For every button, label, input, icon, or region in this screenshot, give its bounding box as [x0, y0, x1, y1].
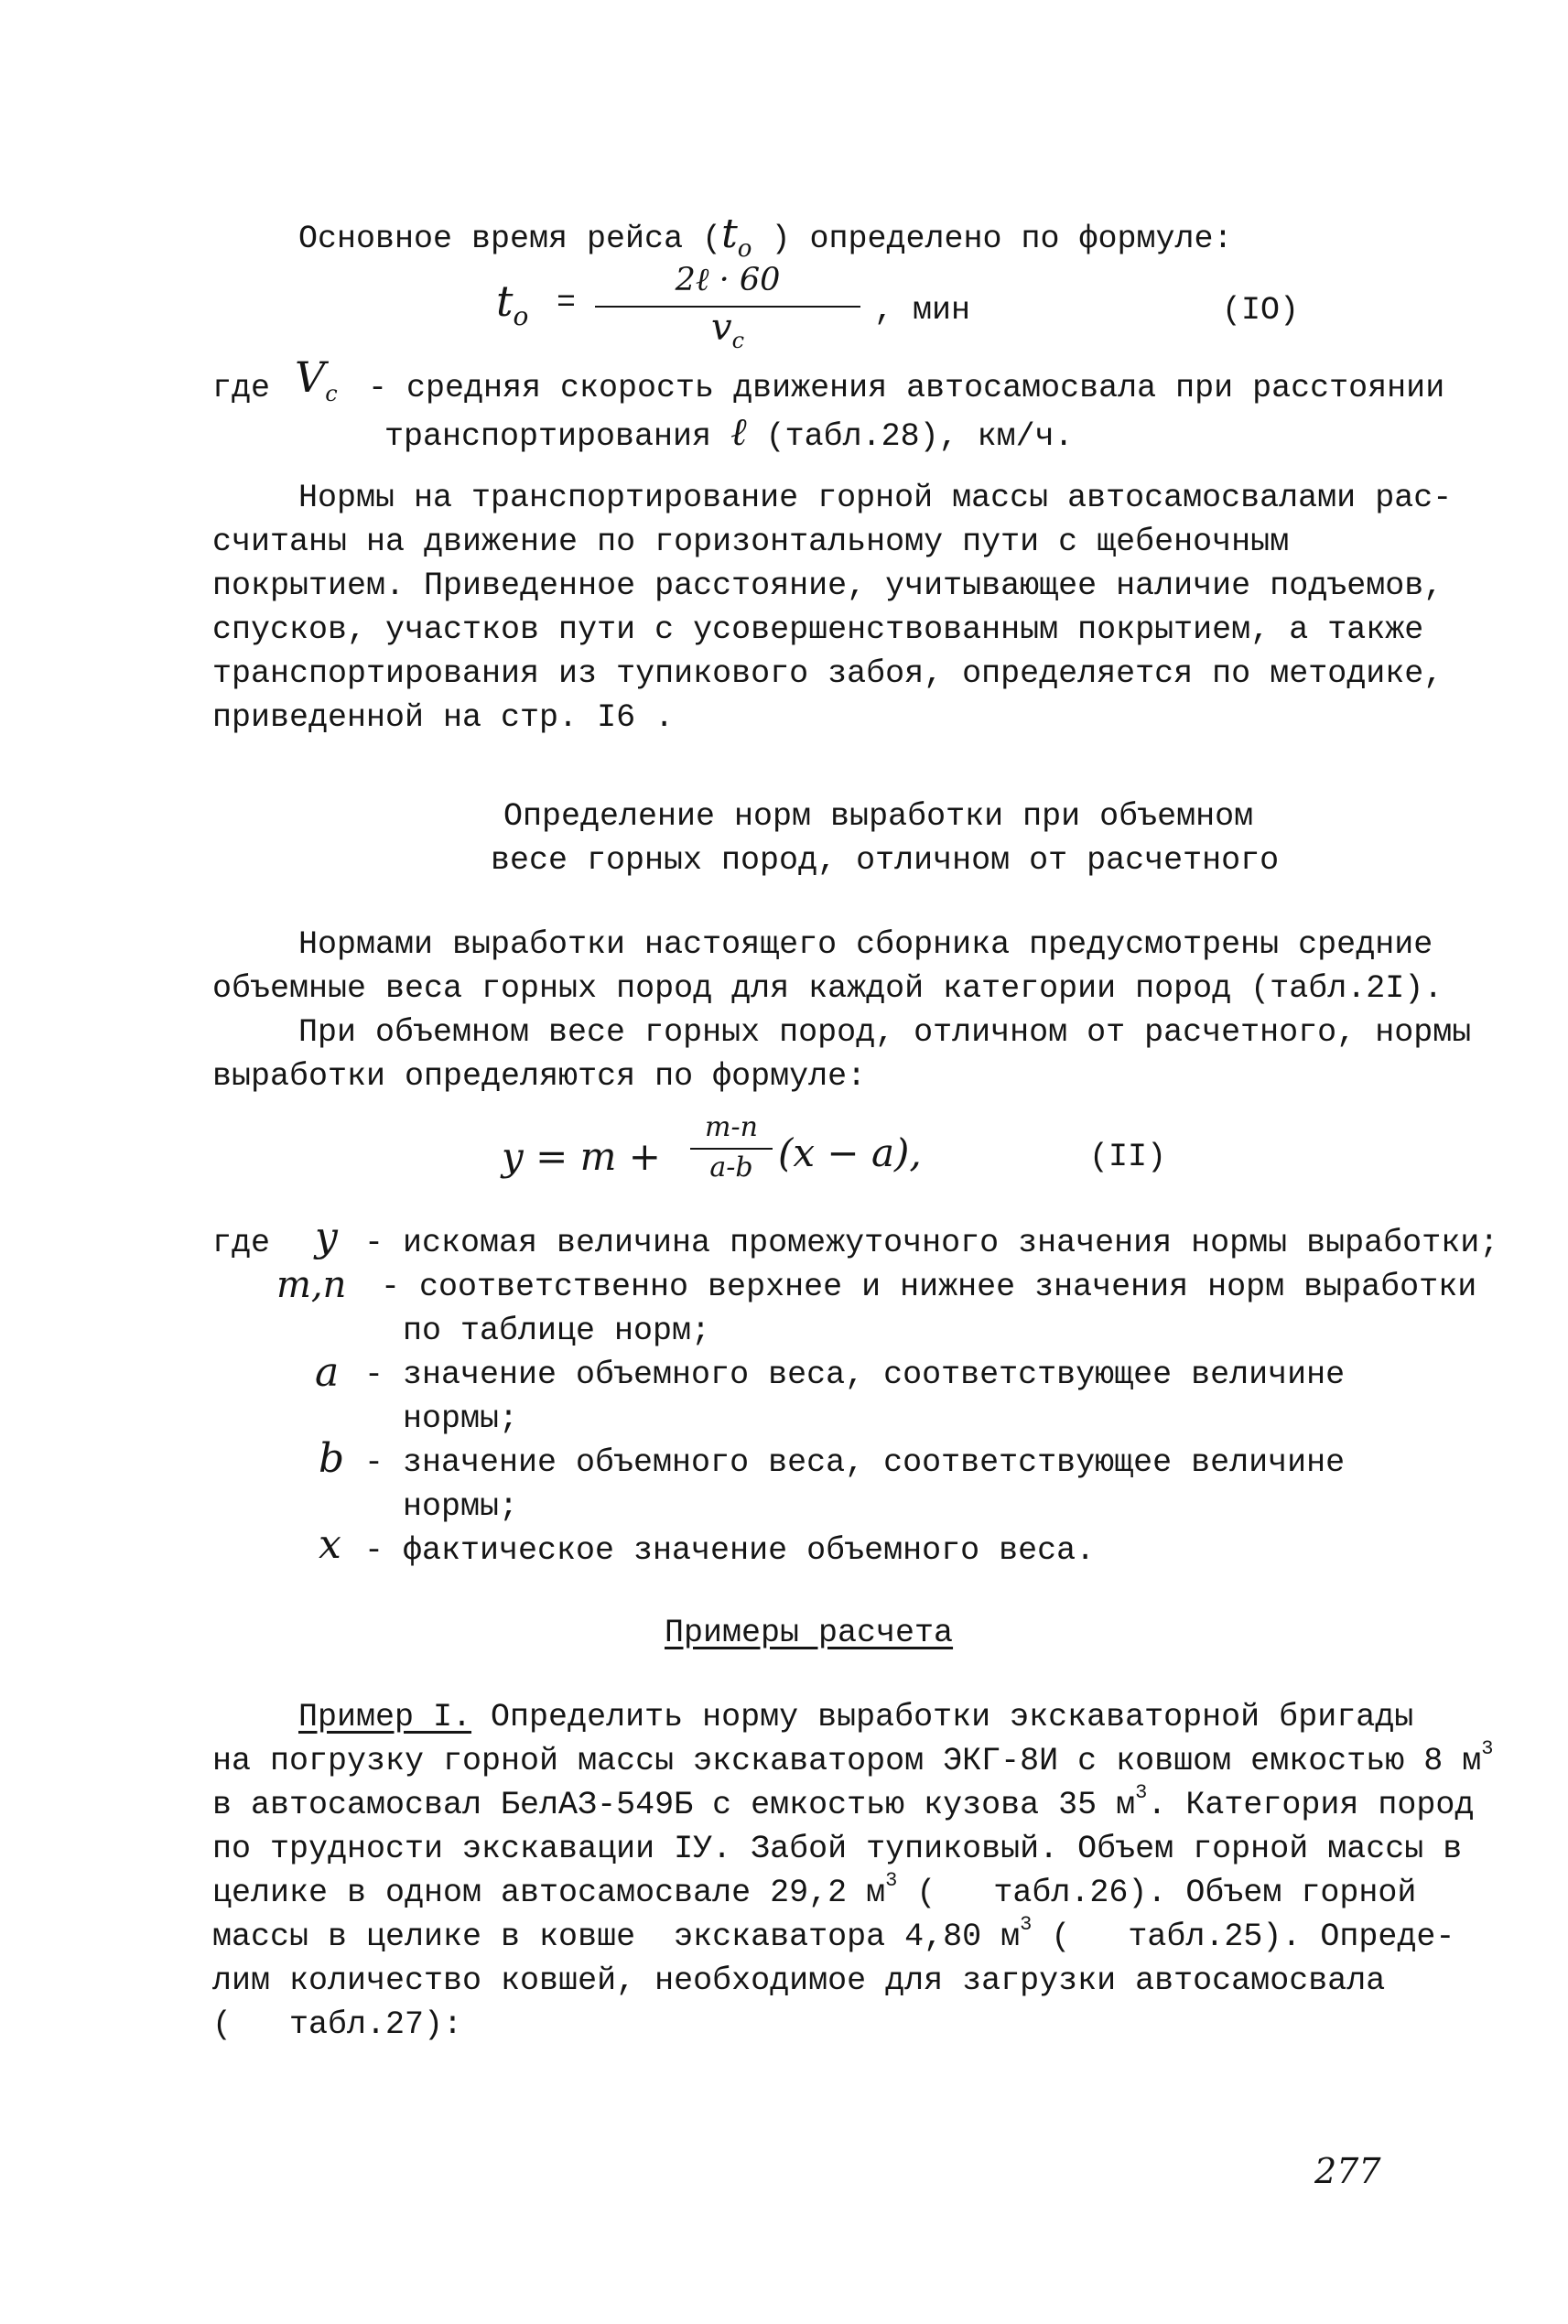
para2-line: Нормами выработки настоящего сборника предусмотрены средние [298, 926, 1433, 963]
where2-text-cont: нормы; [403, 1488, 519, 1525]
where2-text: - фактическое значение объемного веса. [364, 1532, 1096, 1569]
formula11-tail: (x − a), [778, 1130, 922, 1175]
where2-text: - значение объемного веса, соответствующее величине [364, 1357, 1346, 1393]
formula11-lhs: y = m + [502, 1134, 661, 1179]
para3-line: выработки определяются по формуле: [212, 1058, 867, 1095]
para3-line: При объемном весе горных пород, отличном от расчетного, нормы [298, 1014, 1472, 1051]
intro-text-before: Основное время рейса ( [298, 221, 722, 257]
formula11-numerator: m-n [705, 1111, 758, 1143]
where1-line2: транспортирования ℓ (табл.28), км/ч. [384, 409, 1074, 455]
formula10-equals: = [557, 285, 577, 321]
para1-line: покрытием. Приведенное расстояние, учитывающее наличие подъемов, [212, 567, 1444, 604]
para1-line: спусков, участков пути с усовершенствованным покрытием, а также [212, 611, 1424, 648]
where1-line1: - средняя скорость движения автосамосвала при расстоянии [368, 370, 1445, 406]
formula10-number: (IO) [1222, 292, 1300, 329]
intro-symbol: $t_o$ [721, 211, 752, 263]
formula10-unit: , мин [874, 292, 971, 329]
example-line2: на погрузку горной массы экскаватором ЭКГ-8И с ковшом емкостью 8 $м^3$ [212, 1737, 1494, 1779]
where1-symbol: $V_c$ [295, 352, 338, 407]
example-line3: в автосамосвал БелАЗ-549Б с емкостью кузова 35 $м^3$. Категория пород [212, 1781, 1475, 1823]
where1-label: где [212, 370, 271, 406]
example-line1: Пример I. Определить норму выработки экскаваторной бригады [298, 1699, 1414, 1735]
example-line8: ( табл.27): [212, 2006, 463, 2043]
page-number: 277 [1314, 2151, 1381, 2191]
where2-symbol: m,n [276, 1264, 347, 1306]
para1-line: считаны на движение по горизонтальному пути с щебеночным [212, 524, 1290, 560]
where2-text: - значение объемного веса, соответствующее величине [364, 1444, 1346, 1481]
section-heading-line: весе горных пород, отличном от расчетного [491, 842, 1280, 879]
para1-line: Нормы на транспортирование горной массы автосамосвалами рас- [298, 480, 1453, 516]
formula10-lhs: $t_o$ [496, 276, 529, 332]
para1-line: приведенной на стр. I6 . [212, 699, 675, 736]
examples-heading: Примеры расчета [665, 1615, 954, 1651]
where2-text-cont: нормы; [403, 1400, 519, 1437]
formula10-denominator: $v_c$ [710, 307, 745, 353]
formula11-number: (II) [1089, 1139, 1167, 1175]
where2-symbol: x [319, 1521, 341, 1568]
intro-text-after: ) определено по формуле: [771, 221, 1233, 257]
where2-text: - соответственно верхнее и нижнее значения норм выработки [381, 1269, 1477, 1305]
where2-symbol: b [319, 1435, 345, 1482]
example-line5: целике в одном автосамосвале 29,2 $м^3$ ( табл.26). Объем горной [212, 1869, 1417, 1911]
where2-label: где [212, 1225, 271, 1261]
where2-text: - искомая величина промежуточного значения нормы выработки; [364, 1225, 1499, 1261]
example-label: Пример I. [298, 1699, 472, 1735]
section-heading-line: Определение норм выработки при объемном [503, 798, 1254, 835]
para2-line: объемные веса горных пород для каждой категории пород (табл.2I). [212, 970, 1444, 1007]
example-line6: массы в целике в ковше экскаватора 4,80 $м^3$ ( табл.25). Опреде- [212, 1913, 1455, 1955]
formula11-denominator: a-b [709, 1151, 753, 1184]
where2-symbol: y [315, 1214, 338, 1260]
where2-symbol: a [315, 1349, 340, 1396]
para1-line: транспортирования из тупикового забоя, определяется по методике, [212, 655, 1444, 692]
example-line7: лим количество ковшей, необходимое для загрузки автосамосвала [212, 1962, 1386, 1999]
formula10-numerator: 2ℓ · 60 [675, 262, 781, 298]
example-line4: по трудности экскавации IУ. Забой тупиковый. Объем горной массы в [212, 1831, 1463, 1867]
where2-text-cont: по таблице норм; [403, 1313, 711, 1349]
